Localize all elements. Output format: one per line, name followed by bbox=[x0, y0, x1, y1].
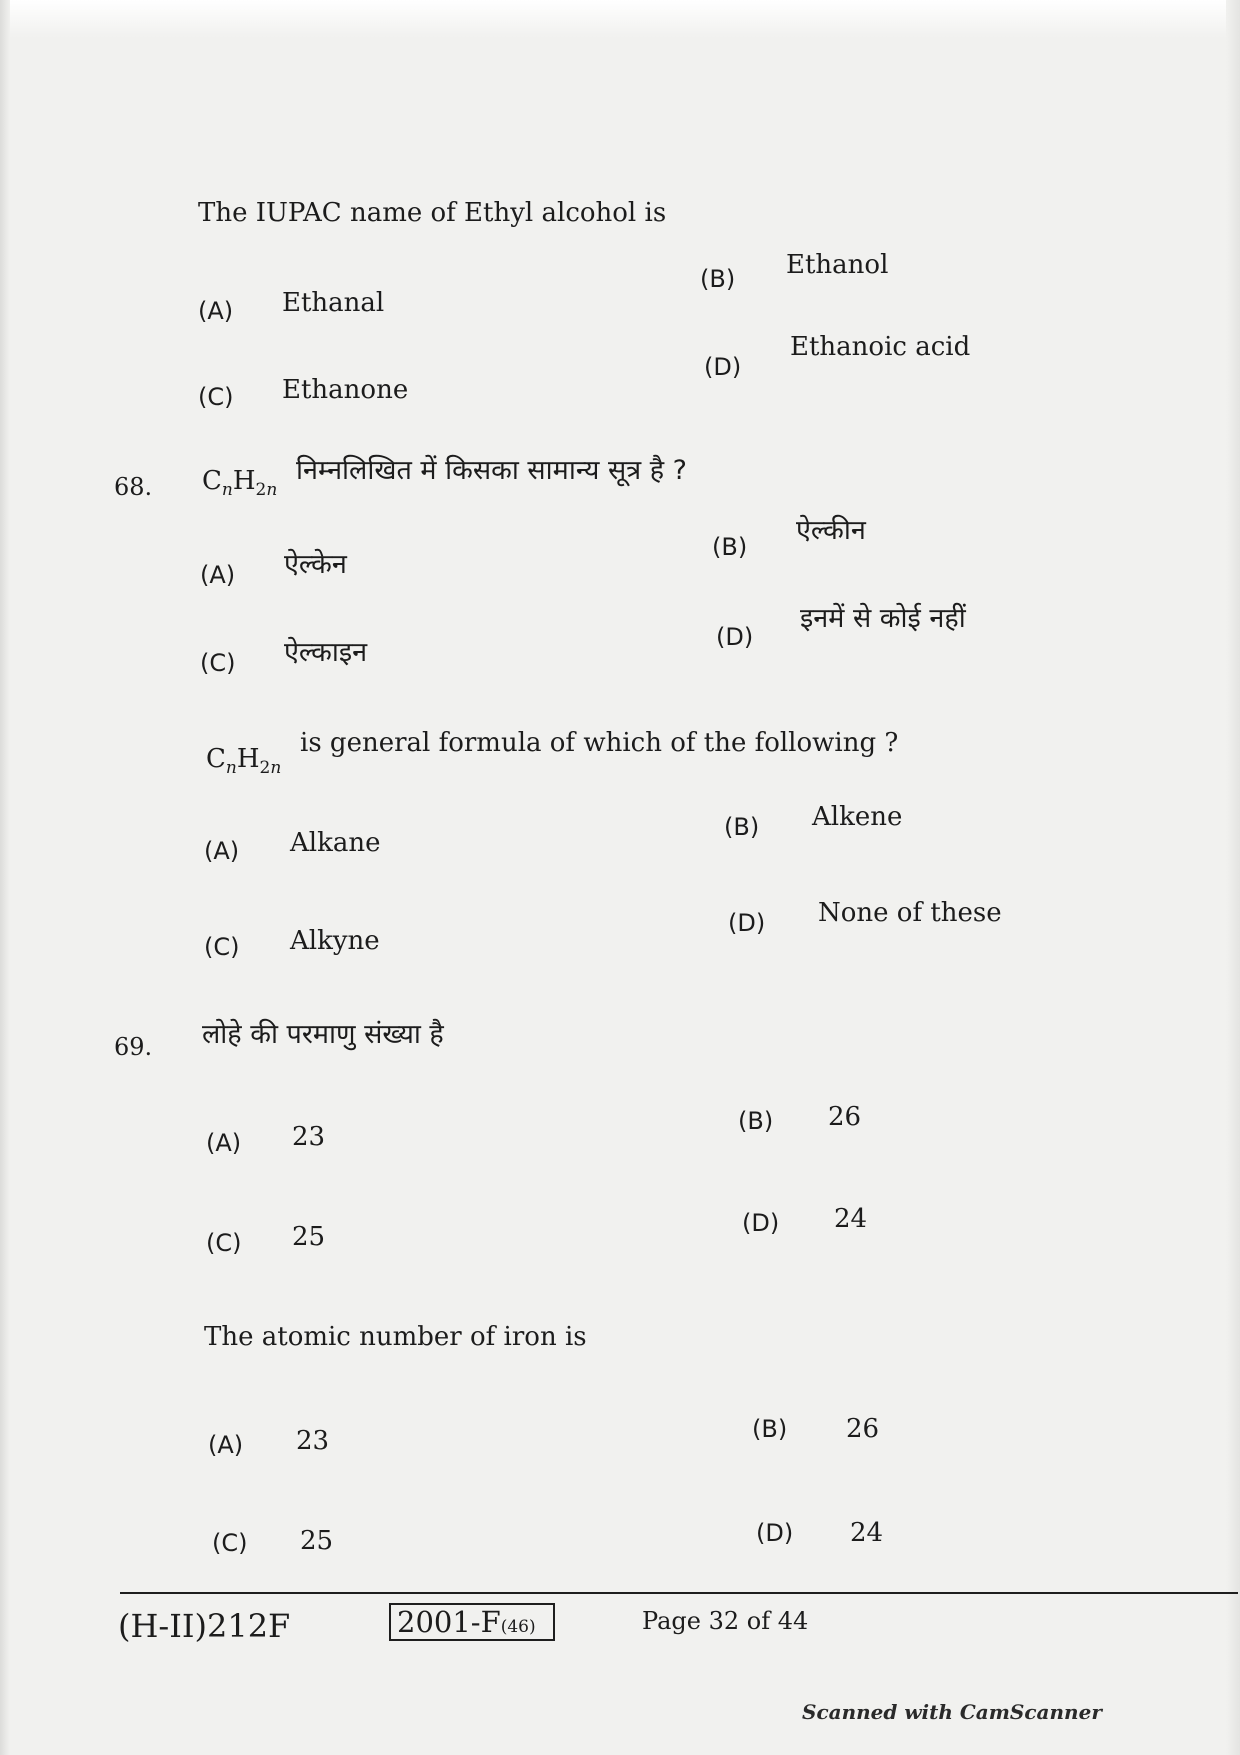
booklet-suffix: (46) bbox=[500, 1617, 536, 1637]
q68-hi-option-c-value: ऐल्काइन bbox=[284, 637, 368, 668]
q68-hi-option-d-value: इनमें से कोई नहीं bbox=[800, 603, 966, 634]
q69-hi-option-a-value: 23 bbox=[292, 1122, 326, 1152]
q69-hi-option-c-label: (C) bbox=[206, 1229, 242, 1257]
q67-option-b-label: (B) bbox=[700, 265, 736, 293]
q69-hindi-text: लोहे की परमाणु संख्या है bbox=[202, 1019, 444, 1050]
q69-en-option-d-value: 24 bbox=[850, 1518, 884, 1548]
booklet-code-box bbox=[389, 1603, 555, 1641]
q69-en-option-b-value: 26 bbox=[846, 1414, 880, 1444]
q68-hi-option-d-label: (D) bbox=[716, 623, 754, 651]
q68-hi-option-a-label: (A) bbox=[200, 561, 236, 589]
q68-en-option-a-value: Alkane bbox=[290, 828, 381, 858]
q69-hi-option-d-label: (D) bbox=[742, 1209, 780, 1237]
q67-option-a-value: Ethanal bbox=[282, 288, 385, 318]
footer-rule bbox=[120, 1592, 1238, 1594]
q68-en-option-d-value: None of these bbox=[818, 898, 1002, 928]
q69-hi-option-b-value: 26 bbox=[828, 1102, 862, 1132]
paper-code: (H-II)212F bbox=[118, 1607, 291, 1645]
q67-option-d-value: Ethanoic acid bbox=[790, 332, 971, 362]
q69-en-option-d-label: (D) bbox=[756, 1519, 794, 1547]
q68-formula: $C_nH_{2n}$ bbox=[202, 466, 278, 500]
q69-hi-option-a-label: (A) bbox=[206, 1129, 242, 1157]
page-edge-right bbox=[1226, 0, 1240, 1755]
q67-english-text: The IUPAC name of Ethyl alcohol is bbox=[198, 198, 667, 228]
q68-hi-option-a-value: ऐल्केन bbox=[284, 549, 347, 580]
q68-en-option-b-label: (B) bbox=[724, 813, 760, 841]
booklet-code: 2001-F bbox=[397, 1605, 501, 1639]
q68-hi-option-b-label: (B) bbox=[712, 533, 748, 561]
q68-number: 68. bbox=[114, 473, 153, 501]
scanner-watermark: Scanned with CamScanner bbox=[802, 1700, 1102, 1724]
q69-en-option-a-value: 23 bbox=[296, 1426, 330, 1456]
q67-option-c-label: (C) bbox=[198, 383, 234, 411]
q68-hi-option-b-value: ऐल्कीन bbox=[796, 515, 866, 546]
q68-hi-option-c-label: (C) bbox=[200, 649, 236, 677]
q68-en-option-a-label: (A) bbox=[204, 837, 240, 865]
q68-en-option-b-value: Alkene bbox=[812, 802, 903, 832]
q69-en-option-c-value: 25 bbox=[300, 1526, 334, 1556]
q68-english-text: is general formula of which of the following ? bbox=[300, 728, 899, 758]
q69-hi-option-c-value: 25 bbox=[292, 1222, 326, 1252]
page-number: Page 32 of 44 bbox=[642, 1607, 809, 1635]
q67-option-d-label: (D) bbox=[704, 353, 742, 381]
q67-option-a-label: (A) bbox=[198, 297, 234, 325]
page-edge-top bbox=[0, 0, 1240, 38]
q68-en-option-c-label: (C) bbox=[204, 933, 240, 961]
q69-en-option-b-label: (B) bbox=[752, 1415, 788, 1443]
q69-en-option-c-label: (C) bbox=[212, 1529, 248, 1557]
q69-number: 69. bbox=[114, 1033, 153, 1061]
q68-en-option-d-label: (D) bbox=[728, 909, 766, 937]
page-edge-left bbox=[0, 0, 10, 1755]
q69-en-option-a-label: (A) bbox=[208, 1431, 244, 1459]
q67-option-b-value: Ethanol bbox=[786, 250, 889, 280]
q67-option-c-value: Ethanone bbox=[282, 375, 409, 405]
q69-hi-option-d-value: 24 bbox=[834, 1204, 868, 1234]
q68-en-option-c-value: Alkyne bbox=[290, 926, 380, 956]
q68-en-formula: $C_nH_{2n}$ bbox=[206, 744, 282, 778]
q68-hindi-text: निम्नलिखित में किसका सामान्य सूत्र है ? bbox=[296, 455, 688, 486]
q69-hi-option-b-label: (B) bbox=[738, 1107, 774, 1135]
q69-english-text: The atomic number of iron is bbox=[204, 1322, 587, 1352]
